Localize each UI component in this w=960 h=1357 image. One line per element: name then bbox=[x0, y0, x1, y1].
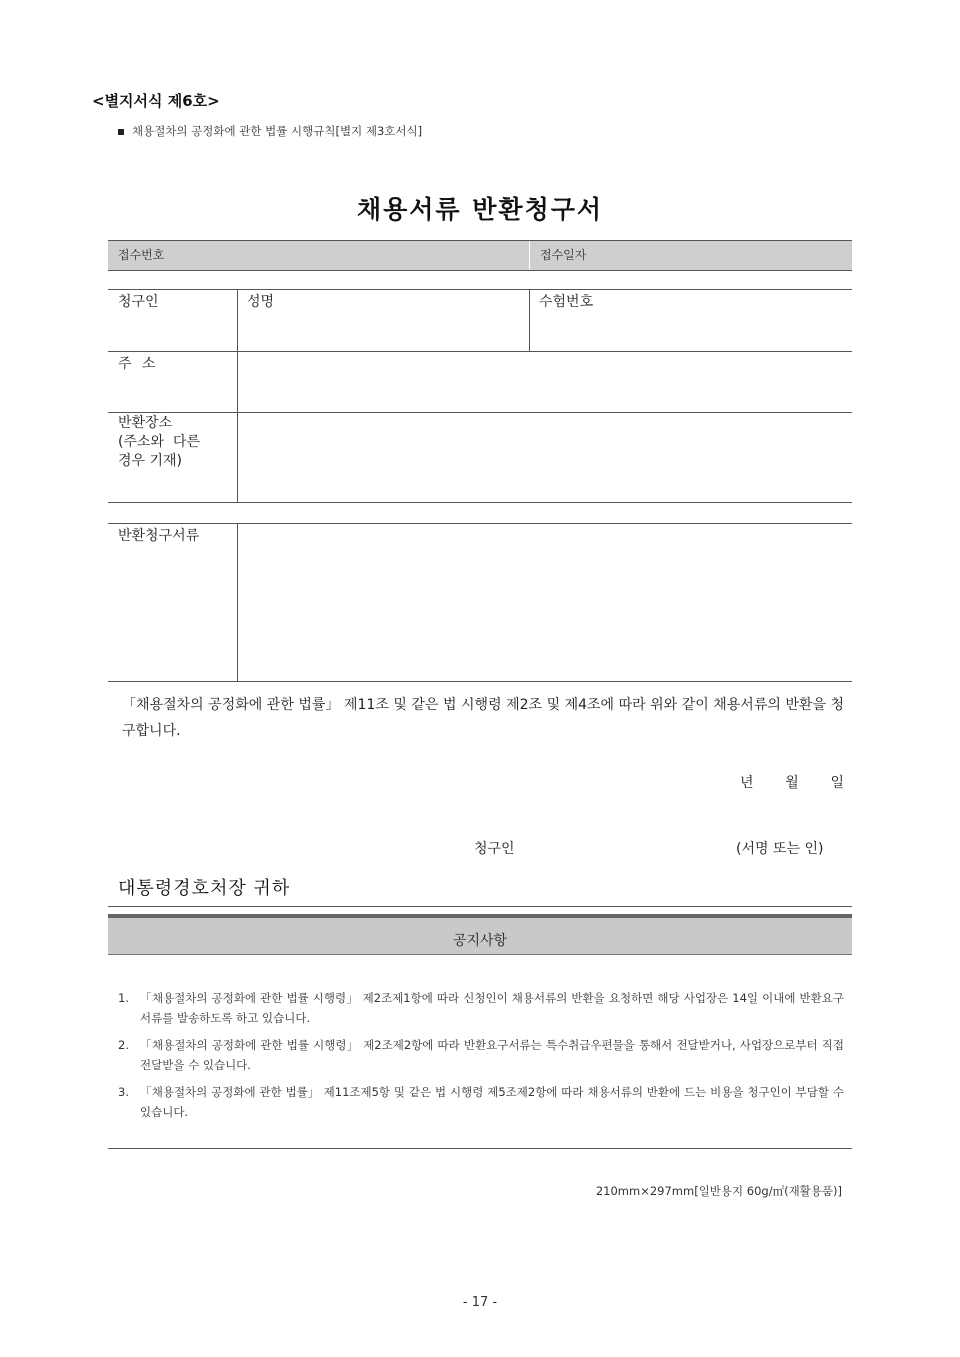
notice-item bbox=[118, 988, 844, 1028]
receipt-bottom-border bbox=[108, 270, 852, 271]
notice-item-text: 「채용절차의 공정화에 관한 법률 시행령」 제2조제2항에 따라 반환요구서류는 특수취급우편물을 통해서 전달받거나, 사업장으로부터 직접 전달받을 수 있습니다. bbox=[140, 1038, 844, 1072]
name-field-label: 성명 bbox=[247, 294, 275, 310]
notice-item bbox=[118, 1082, 844, 1122]
name-field[interactable] bbox=[238, 310, 528, 350]
notice-item-number: 2. bbox=[118, 1038, 129, 1052]
signature-applicant-label: 청구인 bbox=[474, 841, 515, 857]
return-place-label-line2: (주소와 다른 bbox=[118, 434, 200, 450]
receipt-divider bbox=[529, 241, 530, 270]
request-statement: 「채용절차의 공정화에 관한 법률」 제11조 및 같은 법 시행령 제2조 및 제4조에 따라 위와 같이 채용서류의 반환을 청구합니다. bbox=[122, 697, 844, 739]
return-place-label-line3: 경우 기재) bbox=[118, 453, 183, 469]
address-field[interactable] bbox=[238, 352, 851, 411]
receipt-date-label: 접수일자 bbox=[540, 248, 587, 262]
addressee: 대통령경호처장 귀하 bbox=[118, 878, 291, 899]
page-number: - 17 - bbox=[462, 1295, 498, 1310]
addressee-underline bbox=[108, 906, 852, 907]
year-label: 년 bbox=[740, 775, 754, 791]
signature-note: (서명 또는 인) bbox=[736, 841, 824, 857]
notice-item-number: 3. bbox=[118, 1085, 129, 1099]
exam-number-label: 수험번호 bbox=[539, 294, 594, 310]
notice-header bbox=[108, 914, 852, 955]
form-label: <별지서식 제6호> bbox=[92, 92, 220, 110]
applicant-bottom-border bbox=[108, 502, 852, 503]
exam-number-field[interactable] bbox=[530, 310, 851, 350]
month-label: 월 bbox=[785, 775, 799, 791]
applicant-section-label: 청구인 bbox=[118, 294, 159, 310]
return-place-field[interactable] bbox=[238, 413, 851, 501]
documents-bottom-border bbox=[108, 681, 852, 682]
receipt-row bbox=[108, 241, 852, 270]
documents-field[interactable] bbox=[238, 524, 851, 680]
notice-item bbox=[118, 1035, 844, 1075]
return-place-label bbox=[118, 414, 230, 471]
day-label: 일 bbox=[830, 775, 844, 791]
law-reference bbox=[118, 123, 422, 139]
receipt-top-border bbox=[108, 240, 852, 241]
notice-list bbox=[118, 988, 844, 1129]
address-label: 주 소 bbox=[118, 356, 159, 372]
notice-bottom-border bbox=[108, 1148, 852, 1149]
notice-title: 공지사항 bbox=[452, 933, 508, 949]
law-reference-text: 채용절차의 공정화에 관한 법률 시행규칙[별지 제3호서식] bbox=[132, 124, 423, 138]
receipt-number-label: 접수번호 bbox=[118, 248, 165, 262]
date-line bbox=[740, 772, 844, 792]
notice-item-text: 「채용절차의 공정화에 관한 법률 시행령」 제2조제1항에 따라 신청인이 채용서류의 반환을 요청하면 해당 사업장은 14일 이내에 반환요구서류를 발송하도록 하고 있습니다. bbox=[140, 991, 844, 1025]
notice-item-text: 「채용절차의 공정화에 관한 법률」 제11조제5항 및 같은 법 시행령 제5조제2항에 따라 채용서류의 반환에 드는 비용을 청구인이 부담할 수 있습니다. bbox=[140, 1085, 844, 1119]
applicant-top-border bbox=[108, 289, 852, 290]
documents-label: 반환청구서류 bbox=[118, 528, 200, 544]
return-place-label-line1: 반환장소 bbox=[118, 415, 173, 431]
paper-spec: 210mm×297mm[일반용지 60g/㎡(재활용품)] bbox=[595, 1184, 842, 1198]
bullet-square-icon bbox=[118, 129, 124, 135]
notice-item-number: 1. bbox=[118, 991, 129, 1005]
document-title: 채용서류 반환청구서 bbox=[356, 195, 604, 224]
